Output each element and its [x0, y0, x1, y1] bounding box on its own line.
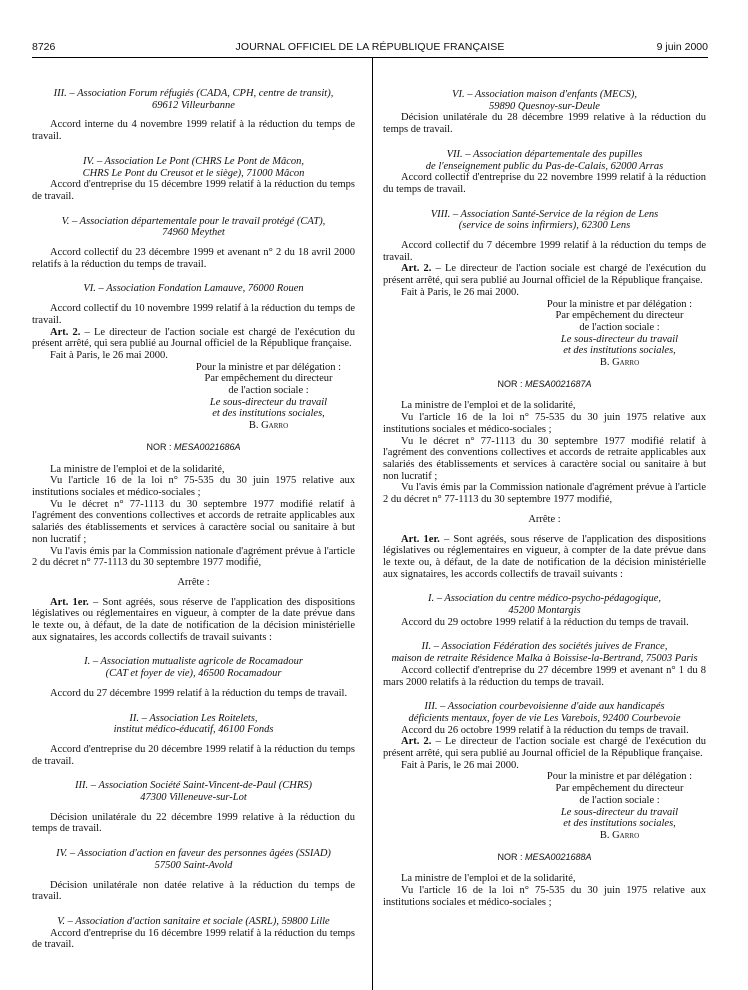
- signature-line: Par empêchement du directeur: [555, 783, 684, 795]
- association-heading: [38, 848, 349, 871]
- accord-text: Décision unilatérale du 28 décembre 1999 relative à la réduction du temps de travail.: [383, 112, 706, 136]
- heading-line: (CAT et foyer de vie), 46500 Rocamadour: [105, 668, 282, 680]
- column-divider: [372, 58, 373, 990]
- journal-title: JOURNAL OFFICIEL DE LA RÉPUBLIQUE FRANÇAISE: [235, 41, 505, 53]
- association-heading: [389, 641, 700, 664]
- heading-line: III. – Association courbevoisienne d'aide aux handicapés: [424, 701, 665, 713]
- preamble-line: Vu l'article 16 de la loi n° 75-535 du 30 juin 1975 relative aux institutions sociales et médico-sociales ;: [383, 412, 706, 435]
- signature-line: Pour la ministre et par délégation :: [546, 771, 693, 783]
- preamble-line: Vu le décret n° 77-1113 du 30 septembre 1977 modifié relatif à l'agrément des conventions collectives et accords de retraite applicables aux salariés des établissements et services à caractère social ou sanitaire à but non lucratif ;: [32, 498, 355, 545]
- signature-line: de l'action sociale :: [228, 385, 309, 397]
- signature-block: [533, 299, 706, 369]
- signature-line: Le sous-directeur du travail: [209, 396, 328, 408]
- accord-text: Accord collectif d'entreprise du 22 novembre 1999 relatif à la réduction du temps de travail.: [383, 172, 706, 195]
- article-2: [32, 327, 355, 350]
- heading-line: 47300 Villeneuve-sur-Lot: [140, 792, 247, 804]
- accord-text: Accord collectif du 23 décembre 1999 et avenant n° 2 du 18 avril 2000 relatifs à la réduction du temps de travail.: [32, 247, 355, 270]
- heading-line: V. – Association départementale pour le travail protégé (CAT),: [61, 215, 326, 227]
- association-heading: [38, 216, 349, 239]
- preamble-line: Vu l'article 16 de la loi n° 75-535 du 30 juin 1975 relative aux institutions sociales et médico-sociales ;: [383, 885, 706, 908]
- article-label: Art. 1er.: [50, 596, 89, 608]
- association-heading: [38, 780, 349, 803]
- heading-line: (service de soins infirmiers), 62300 Lens: [458, 220, 631, 232]
- heading-line: VI. – Association Fondation Lamauve, 76000 Rouen: [83, 283, 304, 295]
- preamble-line: La ministre de l'emploi et de la solidarité,: [401, 873, 576, 885]
- signature-line: et des institutions sociales,: [212, 408, 325, 420]
- arrete-heading: Arrête :: [528, 513, 561, 525]
- heading-line: I. – Association du centre médico-psycho-pédagogique,: [428, 593, 661, 605]
- preamble-line: La ministre de l'emploi et de la solidarité,: [401, 400, 576, 412]
- association-heading: [38, 713, 349, 736]
- article-text: – Le directeur de l'action sociale est chargé de l'exécution du présent arrêté, qui sera publié au Journal officiel de la République française.: [32, 326, 355, 350]
- article-label: Art. 2.: [50, 326, 81, 338]
- signature-line: Par empêchement du directeur: [204, 373, 333, 385]
- heading-line: 45200 Montargis: [508, 605, 581, 617]
- association-heading: [389, 209, 700, 232]
- article-text: – Le directeur de l'action sociale est chargé de l'exécution du présent arrêté, qui sera publié au Journal officiel de la République française.: [383, 736, 706, 760]
- signature-line: Pour la ministre et par délégation :: [195, 361, 342, 373]
- association-heading: [389, 89, 700, 112]
- heading-line: CHRS Le Pont du Creusot et le siège), 71000 Mâcon: [82, 167, 305, 179]
- page-number: 8726: [32, 41, 56, 53]
- preamble-line: Vu le décret n° 77-1113 du 30 septembre 1977 modifié relatif à l'agrément des conventions collectives et accords de retraite applicables aux salariés des établissements et services à caractère social ou sanitaire à but non lucratif ;: [383, 435, 706, 482]
- heading-line: VII. – Association départementale des pupilles: [446, 148, 643, 160]
- heading-line: III. – Association Forum réfugiés (CADA, CPH, centre de transit),: [53, 88, 334, 99]
- nor-code: MESA0021686A: [173, 441, 241, 452]
- article-text: – Sont agréés, sous réserve de l'application des dispositions législatives ou réglementaires en vigueur, à compter de la date prévue dans le texte ou, à défaut, de la date de notification de la décision ministérielle aux signataires, les accords collectifs de travail suivants :: [383, 533, 706, 580]
- article-label: Art. 1er.: [401, 533, 440, 545]
- association-heading: [389, 701, 700, 724]
- association-heading: [389, 593, 700, 616]
- preamble-line: Vu l'avis émis par la Commission nationale d'agrément prévue à l'article 2 du décret n° 77-1113 du 30 septembre 1977 modifié,: [383, 482, 706, 506]
- nor-label: NOR :: [497, 378, 525, 389]
- preamble-line: Vu l'avis émis par la Commission nationale d'agrément prévue à l'article 2 du décret n° 77-1113 du 30 septembre 1977 modifié,: [32, 545, 355, 569]
- article-text: – Le directeur de l'action sociale est chargé de l'exécution du présent arrêté, qui sera publié au Journal officiel de la République française.: [383, 263, 706, 287]
- preamble-line: Vu l'article 16 de la loi n° 75-535 du 30 juin 1975 relative aux institutions sociales et médico-sociales ;: [32, 475, 355, 498]
- signature-line: Le sous-directeur du travail: [560, 806, 679, 818]
- article-2: [383, 736, 706, 759]
- heading-line: V. – Association d'action sanitaire et sociale (ASRL), 59800 Lille: [57, 915, 330, 927]
- heading-line: IV. – Association Le Pont (CHRS Le Pont de Mâcon,: [83, 155, 304, 167]
- preamble-line: La ministre de l'emploi et de la solidarité,: [50, 463, 225, 475]
- heading-line: I. – Association mutualiste agricole de Rocamadour: [84, 656, 303, 668]
- signature-line: de l'action sociale :: [579, 794, 660, 806]
- heading-line: II. – Association Les Roitelets,: [129, 712, 258, 724]
- association-heading: [38, 156, 349, 179]
- heading-line: VIII. – Association Santé-Service de la région de Lens: [430, 208, 659, 220]
- heading-line: 69612 Villeurbanne: [152, 99, 235, 111]
- accord-text: Accord du 29 octobre 1999 relatif à la réduction du temps de travail.: [401, 616, 689, 628]
- article-label: Art. 2.: [401, 736, 432, 748]
- nor-code: MESA0021688A: [524, 851, 592, 862]
- heading-line: institut médico-éducatif, 46100 Fonds: [113, 724, 274, 736]
- article-1: [383, 534, 706, 581]
- accord-text: Accord du 26 octobre 1999 relatif à la réduction du temps de travail.: [401, 724, 689, 736]
- nor-reference: [383, 379, 706, 391]
- heading-line: 59890 Quesnoy-sur-Deule: [489, 100, 600, 112]
- heading-line: II. – Association Fédération des sociétés juives de France,: [421, 641, 668, 653]
- heading-line: 57500 Saint-Avold: [154, 859, 233, 871]
- signature-block: [533, 771, 706, 841]
- signatory-name: B. Garro: [599, 357, 640, 369]
- signature-line: et des institutions sociales,: [563, 818, 676, 830]
- right-column: [383, 89, 706, 908]
- nor-reference: [32, 442, 355, 454]
- accord-text: Accord d'entreprise du 15 décembre 1999 relatif à la réduction du temps de travail.: [32, 179, 355, 202]
- page-header: [32, 41, 708, 55]
- nor-code: MESA0021687A: [524, 378, 592, 389]
- nor-label: NOR :: [497, 851, 525, 862]
- association-heading: [38, 656, 349, 679]
- article-label: Art. 2.: [401, 263, 432, 275]
- fait-line: Fait à Paris, le 26 mai 2000.: [401, 759, 519, 771]
- fait-line: Fait à Paris, le 26 mai 2000.: [401, 286, 519, 298]
- signature-line: Par empêchement du directeur: [555, 310, 684, 322]
- accord-text: Accord du 27 décembre 1999 relatif à la réduction du temps de travail.: [50, 687, 348, 699]
- heading-line: VI. – Association maison d'enfants (MECS),: [452, 89, 637, 100]
- article-2: [383, 263, 706, 286]
- fait-line: Fait à Paris, le 26 mai 2000.: [50, 349, 168, 361]
- article-text: – Sont agréés, sous réserve de l'application des dispositions législatives ou réglementaires en vigueur, à compter de la date prévue dans le texte ou, à défaut, de la date de notification de la décision ministérielle aux signataires, les accords collectifs de travail suivants :: [32, 596, 355, 643]
- signature-block: [182, 362, 355, 432]
- accord-text: Accord d'entreprise du 16 décembre 1999 relatif à la réduction du temps de travail.: [32, 927, 355, 951]
- accord-text: Accord collectif d'entreprise du 27 décembre 1999 et avenant n° 1 du 8 mars 2000 relatifs à la réduction du temps de travail.: [383, 664, 706, 688]
- association-heading: [38, 916, 349, 928]
- heading-line: 74960 Meythet: [162, 227, 225, 239]
- nor-reference: [383, 852, 706, 864]
- header-rule: [32, 57, 708, 58]
- heading-line: IV. – Association d'action en faveur des personnes âgées (SSIAD): [56, 848, 331, 860]
- association-heading: [38, 88, 349, 111]
- left-column: [32, 88, 355, 951]
- heading-line: III. – Association Société Saint-Vincent-de-Paul (CHRS): [75, 780, 312, 792]
- accord-text: Accord collectif du 7 décembre 1999 relatif à la réduction du temps de travail.: [383, 240, 706, 263]
- arrete-heading: Arrête :: [177, 576, 210, 588]
- signature-line: de l'action sociale :: [579, 321, 660, 333]
- signature-line: et des institutions sociales,: [563, 345, 676, 357]
- signature-line: Le sous-directeur du travail: [560, 333, 679, 345]
- signature-line: Pour la ministre et par délégation :: [546, 298, 693, 310]
- accord-text: Accord collectif du 10 novembre 1999 relatif à la réduction du temps de travail.: [32, 303, 355, 326]
- heading-line: de l'enseignement public du Pas-de-Calais, 62000 Arras: [425, 160, 664, 172]
- accord-text: Décision unilatérale non datée relative à la réduction du temps de travail.: [32, 879, 355, 903]
- signatory-name: B. Garro: [248, 420, 289, 432]
- accord-text: Accord d'entreprise du 20 décembre 1999 relatif à la réduction du temps de travail.: [32, 743, 355, 767]
- signatory-name: B. Garro: [599, 829, 640, 841]
- association-heading: [38, 283, 349, 295]
- issue-date: 9 juin 2000: [656, 41, 708, 53]
- heading-line: déficients mentaux, foyer de vie Les Varebois, 92400 Courbevoie: [408, 712, 681, 724]
- accord-text: Accord interne du 4 novembre 1999 relatif à la réduction du temps de travail.: [32, 119, 355, 143]
- nor-label: NOR :: [146, 441, 174, 452]
- heading-line: maison de retraite Résidence Malka à Boissise-la-Bertrand, 75003 Paris: [391, 653, 698, 665]
- association-heading: [389, 149, 700, 172]
- accord-text: Décision unilatérale du 22 décembre 1999 relative à la réduction du temps de travail.: [32, 811, 355, 835]
- article-1: [32, 597, 355, 644]
